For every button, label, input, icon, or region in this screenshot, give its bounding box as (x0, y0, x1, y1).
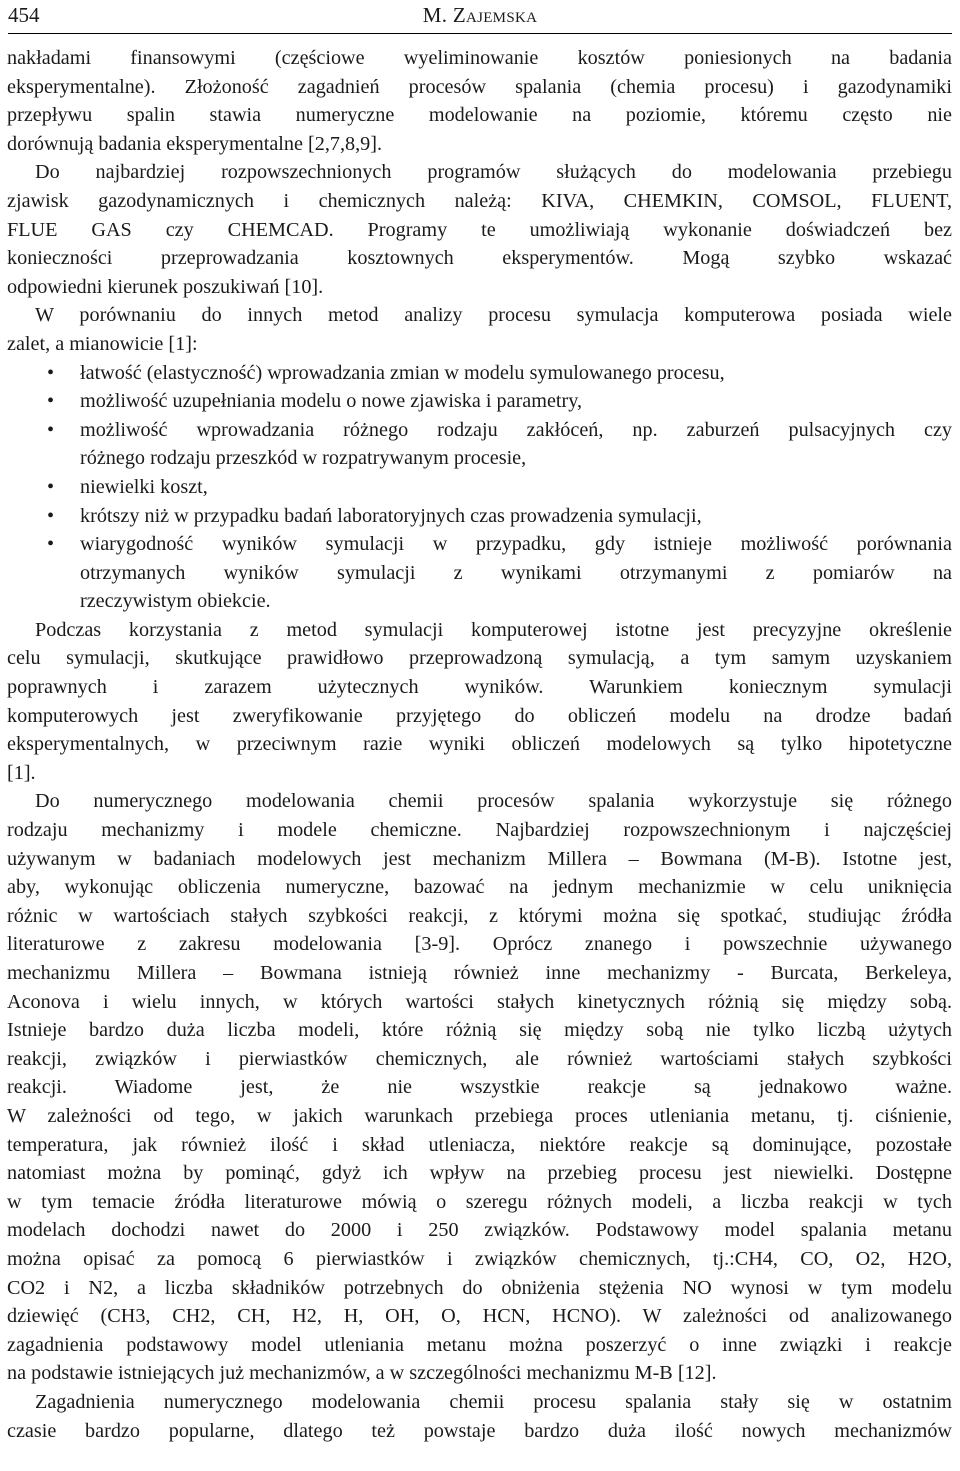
text-line (7, 244, 952, 273)
bullet-item-line (7, 473, 952, 502)
line-text: różnego rodzaju przeszkód w rozpatrywanym procesie, (80, 447, 527, 470)
text-line (7, 787, 952, 816)
header-rule (8, 33, 952, 34)
text-line (7, 273, 952, 302)
line-text: można opisać za pomocą 6 pierwiastków i związków chemicznych, tj.:CH4, CO, O2, H2O, (7, 1247, 952, 1270)
text-line (7, 1216, 952, 1245)
text-line (7, 1073, 952, 1102)
text-line (7, 1188, 952, 1217)
bullet-icon: • (47, 533, 55, 556)
line-text: dziewięć (CH3, CH2, CH, H2, H, OH, O, HCN, HCNO). W zależności od analizowanego (7, 1305, 952, 1328)
text-line (7, 130, 952, 159)
text-line (7, 1331, 952, 1360)
text-line (7, 1359, 952, 1388)
line-text: FLUE GAS czy CHEMCAD. Programy te umożliwiają wykonanie doświadczeń bez (7, 218, 952, 241)
running-header (8, 0, 952, 32)
line-text: Zagadnienia numerycznego modelowania chemii procesu spalania stały się w ostatnim (35, 1390, 952, 1413)
text-line (7, 559, 952, 588)
line-text: reakcji, związków i pierwiastków chemicznych, ale również wartościami stałych szybkości (7, 1047, 952, 1070)
line-text: w tym temacie źródła literaturowe mówią o szeregu różnych modeli, a liczba reakcji w tych (7, 1190, 952, 1213)
text-line (7, 216, 952, 245)
bullet-icon: • (47, 475, 55, 498)
line-text: przepływu spalin stawia numeryczne modelowanie na poziomie, któremu często nie (7, 104, 952, 127)
text-line (7, 1302, 952, 1331)
line-text: możliwość uzupełniania modelu o nowe zjawiska i parametry, (80, 390, 583, 413)
text-line (7, 1245, 952, 1274)
line-text: Istnieje bardzo duża liczba modeli, które różnią się między sobą nie tylko liczbą użytych (7, 1019, 952, 1042)
line-text: krótszy niż w przypadku badań laboratoryjnych czas prowadzenia symulacji, (80, 504, 702, 527)
line-text: otrzymanych wyników symulacji z wynikami otrzymanymi z pomiarów na (80, 561, 952, 584)
line-text: możliwość wprowadzania różnego rodzaju zakłóceń, np. zaburzeń pulsacyjnych czy (80, 418, 952, 441)
line-text: aby, wykonując obliczenia numeryczne, bazować na jednym mechanizmie w celu uniknięcia (7, 876, 952, 899)
bullet-item-line (7, 416, 952, 445)
line-text: dorównują badania eksperymentalne [2,7,8,9]. (7, 132, 383, 155)
line-text: wiarygodność wyników symulacji w przypadku, gdy istnieje możliwość porównania (80, 533, 952, 556)
line-text: eksperymentalnych, w przeciwnym razie wyniki obliczeń modelowych są tylko hipotetyczne (7, 733, 952, 756)
line-text: niewielki koszt, (80, 475, 208, 498)
line-text: używanym w badaniach modelowych jest mechanizm Millera – Bowmana (M-B). Istotne jest, (7, 847, 952, 870)
line-text: na podstawie istniejących już mechanizmów, a w szczególności mechanizmu M-B [12]. (7, 1362, 717, 1385)
line-text: modelach dochodzi nawet do 2000 i 250 związków. Podstawowy model spalania metanu (7, 1219, 952, 1242)
bullet-item-line (7, 502, 952, 531)
text-line (7, 44, 952, 73)
text-line (7, 158, 952, 187)
text-line (7, 1045, 952, 1074)
text-line (7, 644, 952, 673)
line-text: CO2 i N2, a liczba składników potrzebnych do obniżenia stężenia NO wynosi w tym modelu (7, 1276, 952, 1299)
line-text: odpowiedni kierunek poszukiwań [10]. (7, 275, 324, 298)
text-line (7, 301, 952, 330)
bullet-icon: • (47, 390, 55, 413)
text-line (7, 673, 952, 702)
line-text: W porównaniu do innych metod analizy procesu symulacja komputerowa posiada wiele (35, 304, 952, 327)
line-text: Do najbardziej rozpowszechnionych programów służących do modelowania przebiegu (35, 161, 952, 184)
text-line (7, 587, 952, 616)
text-line (7, 444, 952, 473)
text-line (7, 959, 952, 988)
line-text: rodzaju mechanizmy i modele chemiczne. Najbardziej rozpowszechnionym i najczęściej (7, 819, 952, 842)
bullet-icon: • (47, 418, 55, 441)
text-line (7, 873, 952, 902)
text-line (7, 816, 952, 845)
bullet-item-line (7, 387, 952, 416)
line-text: temperatura, jak również ilość i skład utleniacza, niektóre reakcje są dominujące, pozostałe (7, 1133, 952, 1156)
line-text: konieczności przeprowadzania kosztownych eksperymentów. Mogą szybko wskazać (7, 247, 952, 270)
text-line (7, 902, 952, 931)
text-line (7, 1016, 952, 1045)
line-text: eksperymentalne). Złożoność zagadnień procesów spalania (chemia procesu) i gazodynamiki (7, 75, 952, 98)
text-line (7, 730, 952, 759)
text-line (7, 1274, 952, 1303)
line-text: poprawnych i zarazem użytecznych wyników. Warunkiem koniecznym symulacji (7, 676, 952, 699)
line-text: komputerowych jest zweryfikowanie przyjętego do obliczeń modelu na drodze badań (7, 704, 952, 727)
bullet-icon: • (47, 361, 55, 384)
bullet-item-line (7, 359, 952, 388)
text-line (7, 1131, 952, 1160)
text-line (7, 702, 952, 731)
line-text: mechanizmu Millera – Bowmana istnieją również inne mechanizmy - Burcata, Berkeleya, (7, 962, 952, 984)
page-number: 454 (8, 3, 40, 27)
line-text: reakcji. Wiadome jest, że nie wszystkie reakcje są jednakowo ważne. (7, 1076, 952, 1099)
author-name: M. Zajemska (422, 3, 538, 27)
text-line (7, 759, 952, 788)
text-line (7, 845, 952, 874)
line-text: W zależności od tego, w jakich warunkach przebiega proces utleniania metanu, tj. ciśnienie, (7, 1104, 952, 1127)
line-text: łatwość (elastyczność) wprowadzania zmian w modelu symulowanego procesu, (80, 361, 725, 384)
line-text: zjawisk gazodynamicznych i chemicznych należą: KIVA, CHEMKIN, COMSOL, FLUENT, (7, 189, 952, 212)
text-line (7, 101, 952, 130)
text-line (7, 1417, 952, 1446)
line-text: [1]. (7, 761, 36, 784)
line-text: nakładami finansowymi (częściowe wyeliminowanie kosztów poniesionych na badania (7, 47, 952, 69)
line-text: czasie bardzo popularne, dlatego też powstaje bardzo duża ilość nowych mechanizmów (7, 1419, 952, 1442)
line-text: zalet, a mianowicie [1]: (7, 332, 198, 355)
line-text: Do numerycznego modelowania chemii procesów spalania wykorzystuje się różnego (35, 790, 952, 813)
line-text: Aconova i wielu innych, w których wartości stałych kinetycznych różnią się między sobą. (7, 990, 952, 1013)
line-text: natomiast można by pominąć, gdyż ich wpływ na przebieg procesu jest niewielki. Dostępne (7, 1162, 952, 1185)
text-line (7, 1102, 952, 1131)
bullet-icon: • (47, 504, 55, 527)
line-text: Podczas korzystania z metod symulacji komputerowej istotne jest precyzyjne określenie (35, 618, 952, 641)
text-line (7, 930, 952, 959)
text-line (7, 73, 952, 102)
bullet-item-line (7, 530, 952, 559)
line-text: celu symulacji, skutkujące prawidłowo przeprowadzoną symulacją, a tym samym uzyskaniem (7, 647, 952, 670)
line-text: literaturowe z zakresu modelowania [3-9]. Oprócz znanego i powszechnie używanego (7, 933, 952, 956)
line-text: różnic w wartościach stałych szybkości reakcji, z którymi można się spotkać, studiując źródła (7, 904, 952, 927)
text-line (7, 1159, 952, 1188)
text-line (7, 988, 952, 1017)
body-text (7, 44, 952, 1445)
running-title (8, 3, 952, 28)
text-line (7, 616, 952, 645)
line-text: zagadnienia podstawowy model utleniania metanu można poszerzyć o inne związki i reakcje (7, 1333, 952, 1356)
text-line (7, 187, 952, 216)
text-line (7, 330, 952, 359)
text-line (7, 1388, 952, 1417)
line-text: rzeczywistym obiekcie. (80, 590, 271, 613)
